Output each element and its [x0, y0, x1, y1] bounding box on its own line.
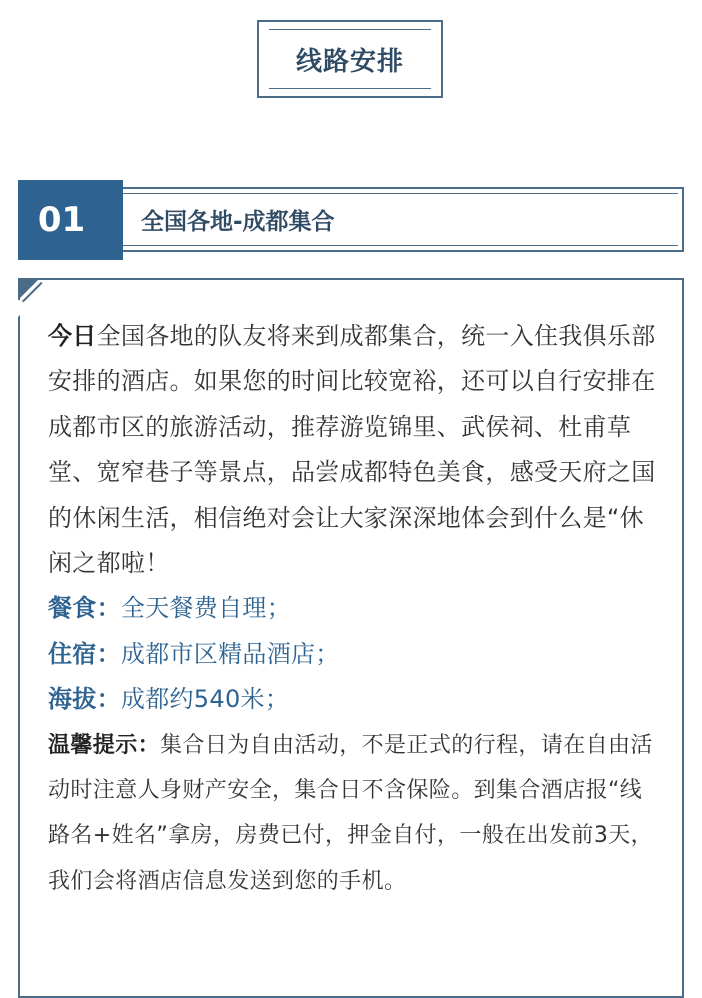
lodging-value: 成都市区精品酒店；	[120, 639, 340, 668]
tips-text: 集合日为自由活动，不是正式的行程，请在自由活动时注意人身财产安全，集合日不含保险。到集合酒店报“线路名+姓名”拿房，房费已付，押金自付，一般在出发前3天，我们会将酒店信息发送到您的手机。	[48, 732, 654, 894]
lodging-label: 住宿：	[48, 639, 121, 668]
intro-paragraph	[48, 314, 658, 586]
intro-lead: 今日	[48, 322, 97, 350]
day-title: 全国各地-成都集合	[141, 209, 335, 235]
day-title-bar	[123, 187, 684, 252]
lodging-row	[48, 632, 658, 677]
tips-label: 温馨提示：	[48, 732, 161, 758]
day-header	[18, 180, 684, 260]
section-title: 线路安排	[295, 46, 404, 77]
intro-text: 全国各地的队友将来到成都集合，统一入住我俱乐部安排的酒店。如果您的时间比较宽裕，还可以自行安排在成都市区的旅游活动，推荐游览锦里、武侯祠、杜甫草堂、宽窄巷子等景点，品尝成都特色美食，感受天府之国的休闲生活，相信绝对会让大家深深地体会到什么是“休闲之都啦！	[48, 322, 656, 578]
day-content	[48, 314, 658, 904]
section-title-box	[257, 20, 443, 98]
tips-paragraph	[48, 723, 658, 905]
altitude-row	[48, 677, 658, 722]
title-box-bottom-rule	[269, 88, 431, 89]
altitude-label: 海拔：	[48, 685, 121, 714]
day-content-panel	[18, 278, 684, 998]
meals-row	[48, 586, 658, 631]
meals-value: 全天餐费自理；	[120, 594, 292, 623]
meals-label: 餐食：	[48, 594, 121, 623]
altitude-value: 成都约540米；	[120, 685, 290, 714]
day-number-badge: 01	[18, 180, 105, 260]
